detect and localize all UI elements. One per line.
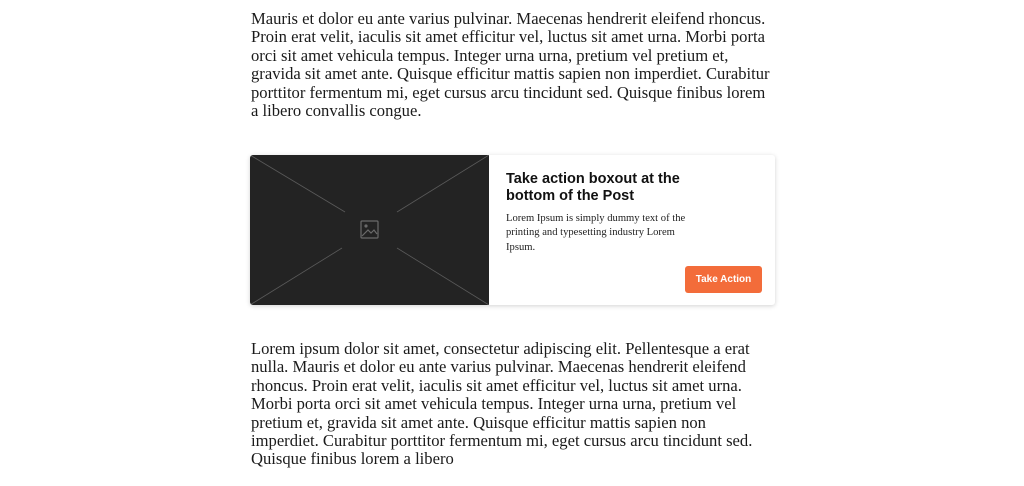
boxout-content	[506, 171, 756, 255]
article-paragraph-top: Mauris et dolor eu ante varius pulvinar. Maecenas hendrerit eleifend rhoncus. Proin erat velit, iaculis sit amet efficitur vel, luctus sit amet urna. Morbi porta orci sit amet vehicula tempus. Integer urna urna, pretium vel pretium et, gravida sit amet ante. Quisque efficitur mattis sapien non imperdiet. Curabitur porttitor fermentum mi, eget cursus arcu tincidunt sed. Quisque finibus lorem a libero convallis congue.	[251, 9, 770, 121]
boxout-description: Lorem Ipsum is simply dummy text of the printing and typesetting industry Lorem Ipsum.	[506, 213, 686, 253]
take-action-button[interactable]: Take Action	[685, 266, 762, 293]
image-placeholder-graphic	[250, 155, 489, 305]
image-placeholder-icon	[361, 221, 378, 238]
article-paragraph-bottom: Lorem ipsum dolor sit amet, consectetur adipiscing elit. Pellentesque a erat nulla. Mauris et dolor eu ante varius pulvinar. Maecenas hendrerit eleifend rhoncus. Proin erat velit, iaculis sit amet efficitur vel, luctus sit amet urna. Morbi porta orci sit amet vehicula tempus. Integer urna urna, pretium vel pretium et, gravida sit amet ante. Quisque efficitur mattis sapien non imperdiet. Curabitur porttitor fermentum mi, eget cursus arcu tincidunt sed. Quisque finibus lorem a libero	[251, 339, 753, 469]
take-action-boxout	[250, 155, 775, 305]
boxout-title: Take action boxout at the bottom of the Post	[506, 171, 680, 204]
boxout-image-placeholder	[250, 155, 489, 305]
